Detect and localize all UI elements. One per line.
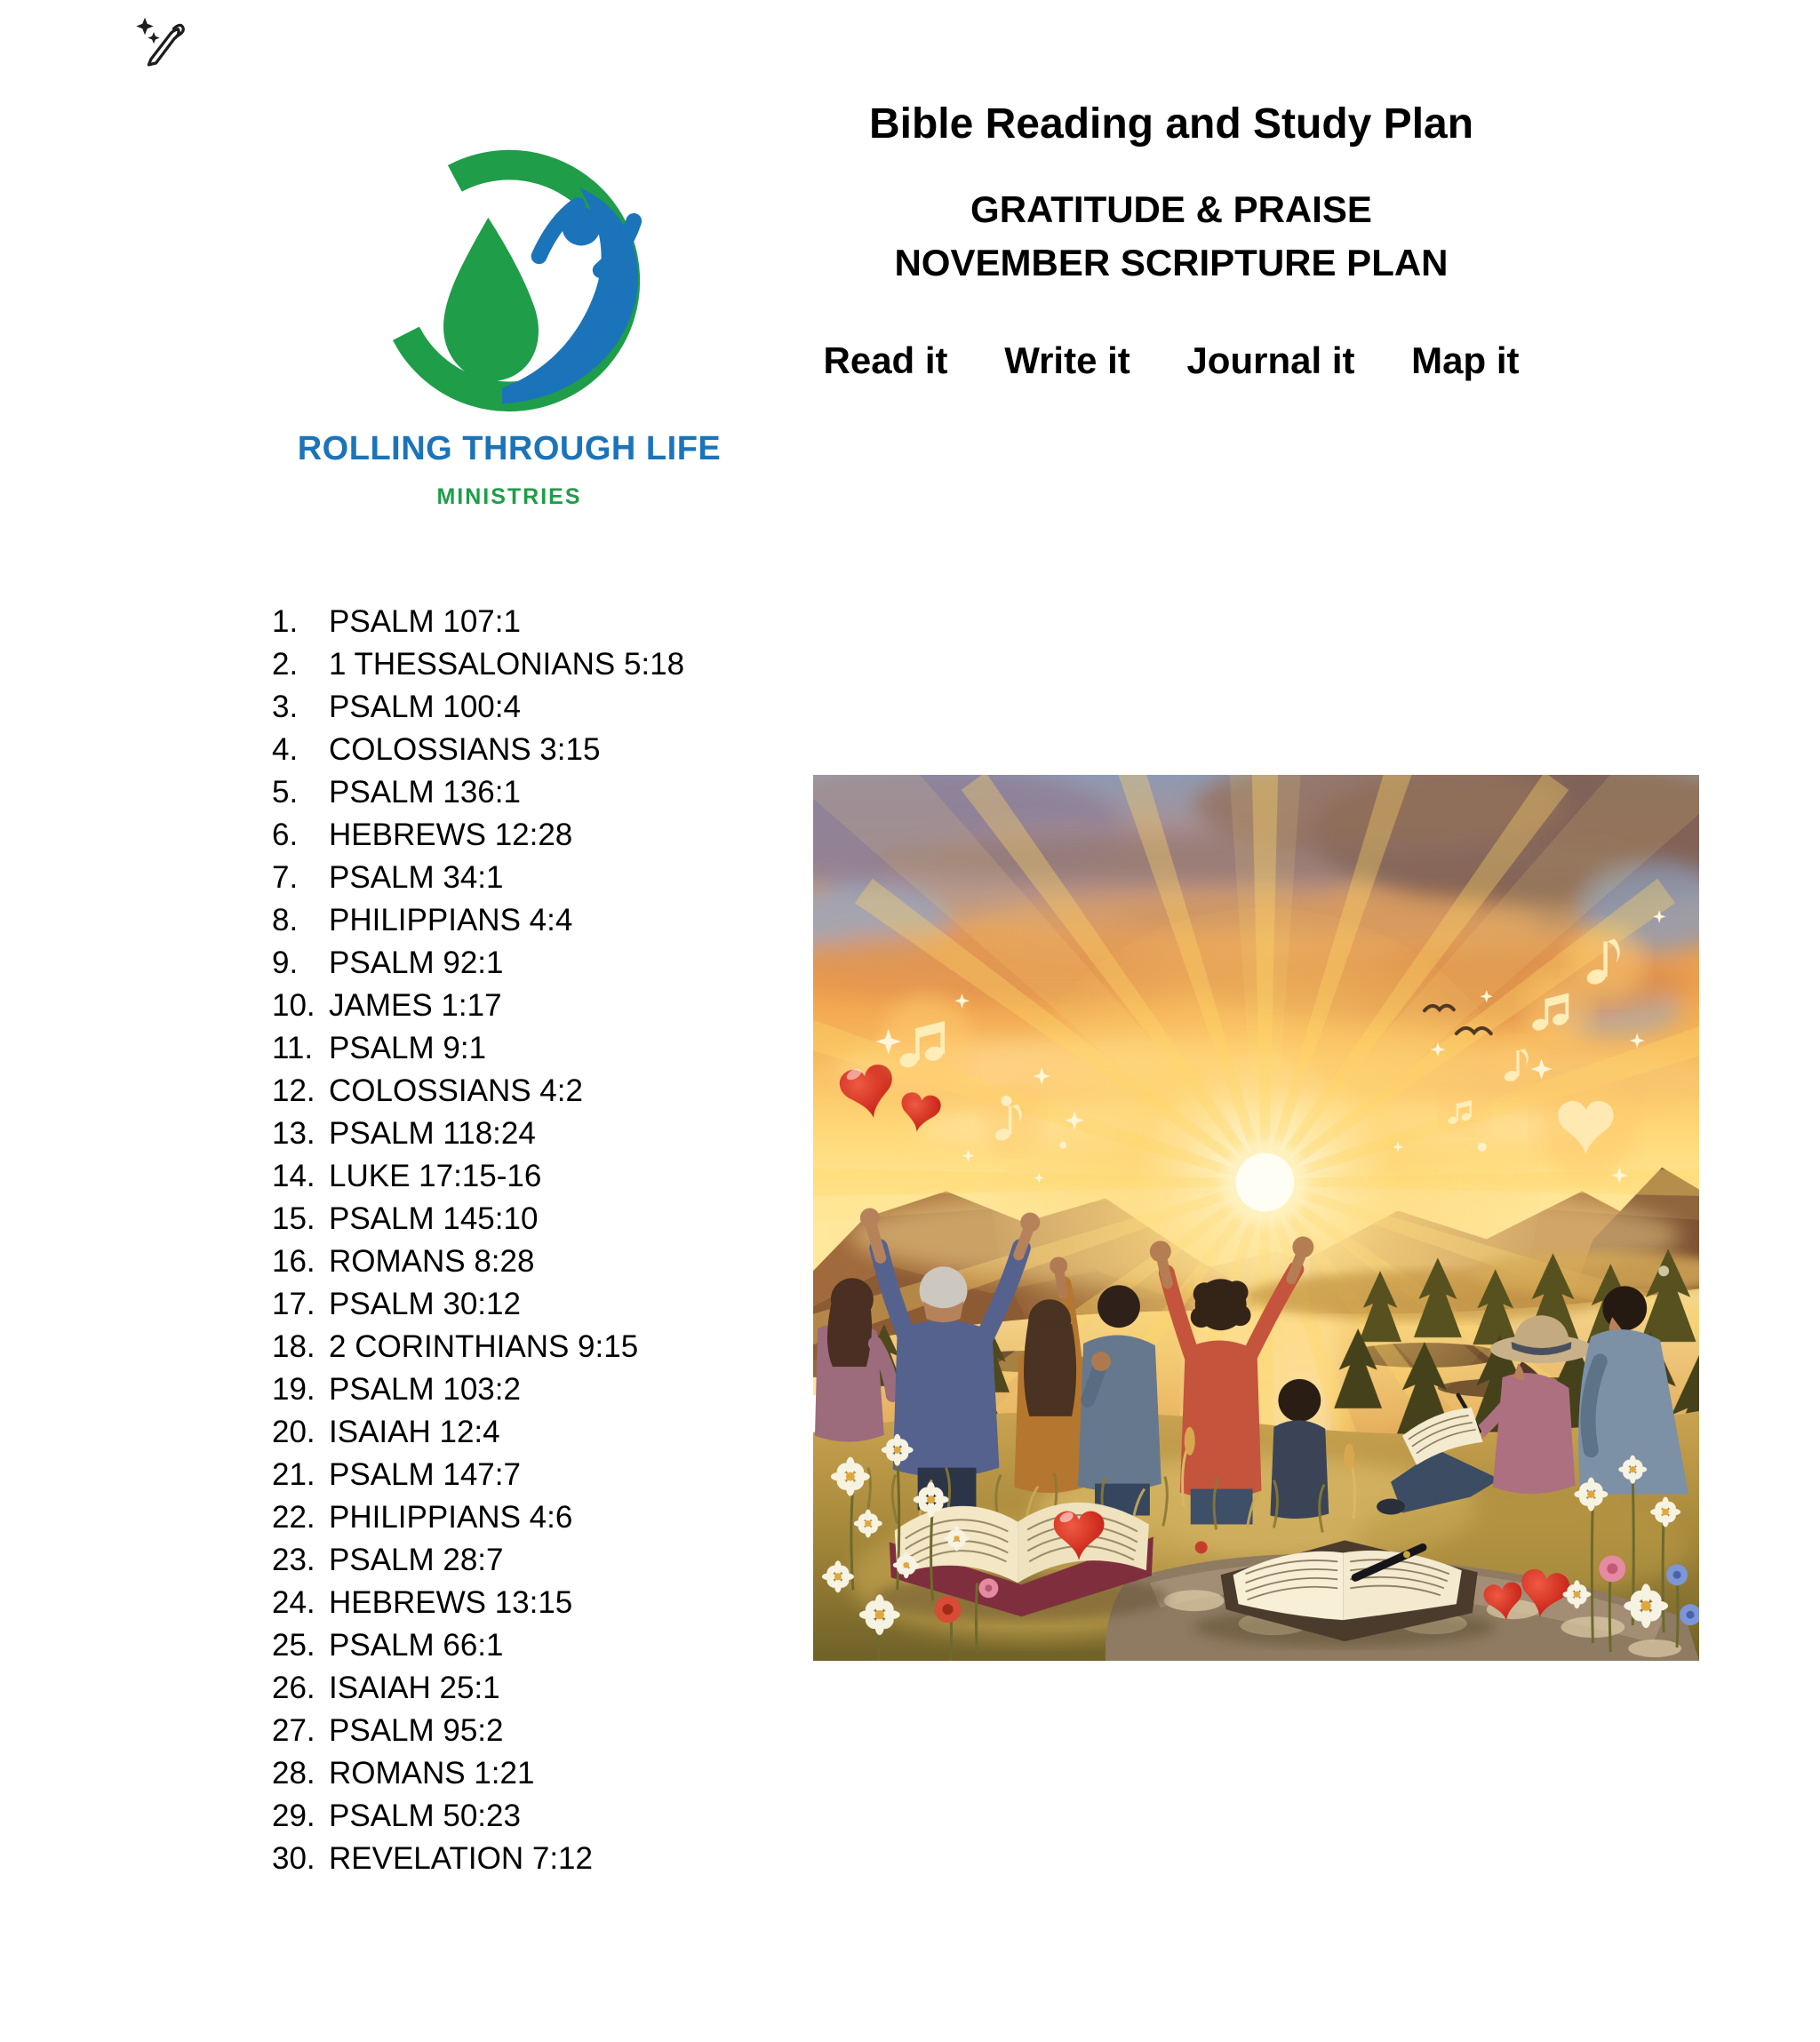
scripture-reference: ISAIAH 12:4 <box>329 1415 500 1449</box>
scripture-list-item <box>272 643 684 686</box>
scripture-list-item <box>272 1070 684 1113</box>
scripture-reference: ROMANS 1:21 <box>329 1756 535 1791</box>
scripture-number: 30. <box>272 1841 315 1876</box>
scripture-list-item <box>272 729 684 771</box>
rolling-through-life-logo-mark <box>333 137 685 418</box>
scripture-list-item <box>272 985 684 1027</box>
scripture-list-item <box>272 1283 684 1326</box>
scripture-reference: PSALM 34:1 <box>329 860 504 895</box>
scripture-number: 27. <box>272 1713 315 1748</box>
scripture-list-item <box>272 899 684 942</box>
sparkle-pen-icon[interactable] <box>132 14 185 68</box>
scripture-number: 23. <box>272 1543 315 1577</box>
scripture-reference: JAMES 1:17 <box>329 988 502 1023</box>
scripture-number: 6. <box>272 818 299 852</box>
study-actions <box>780 339 1562 382</box>
scripture-list-item <box>272 1411 684 1454</box>
scripture-number: 8. <box>272 903 299 937</box>
scripture-reference: PSALM 92:1 <box>329 945 504 980</box>
action-read: Read it <box>823 339 948 381</box>
scripture-number: 16. <box>272 1244 315 1279</box>
scripture-list-item <box>272 1667 684 1710</box>
scripture-list-item <box>272 686 684 729</box>
scripture-number: 25. <box>272 1628 315 1663</box>
scripture-list-item <box>272 1795 684 1838</box>
scripture-reference: PSALM 118:24 <box>329 1116 536 1151</box>
ministry-logo <box>274 137 745 510</box>
action-journal: Journal it <box>1186 339 1355 381</box>
scripture-list <box>272 601 684 1880</box>
action-write: Write it <box>1004 339 1130 381</box>
scripture-reference: PSALM 66:1 <box>329 1628 504 1663</box>
scripture-list-item <box>272 1752 684 1795</box>
logo-org-name: ROLLING THROUGH LIFE <box>297 430 722 467</box>
scripture-number: 29. <box>272 1799 315 1833</box>
scripture-list-item <box>272 1710 684 1752</box>
scripture-reference: ROMANS 8:28 <box>329 1244 535 1279</box>
scripture-number: 12. <box>272 1073 315 1108</box>
scripture-list-item <box>272 1027 684 1070</box>
scripture-number: 4. <box>272 732 299 767</box>
scripture-number: 13. <box>272 1116 315 1151</box>
scripture-reference: PSALM 30:12 <box>329 1287 521 1321</box>
scripture-number: 10. <box>272 988 315 1023</box>
scripture-list-item <box>272 1326 684 1368</box>
page-title: Bible Reading and Study Plan <box>868 100 1474 148</box>
scripture-list-item <box>272 1155 684 1198</box>
scripture-number: 3. <box>272 690 299 724</box>
scripture-reference: PSALM 9:1 <box>329 1031 487 1065</box>
scripture-reference: PSALM 95:2 <box>329 1713 504 1748</box>
plan-month: NOVEMBER SCRIPTURE PLAN <box>894 242 1449 283</box>
scripture-list-item <box>272 1198 684 1240</box>
scripture-number: 26. <box>272 1671 315 1705</box>
scripture-reference: 2 CORINTHIANS 9:15 <box>329 1329 639 1364</box>
scripture-reference: PHILIPPIANS 4:4 <box>329 903 573 937</box>
scripture-reference: PSALM 145:10 <box>329 1201 539 1236</box>
scripture-list-item <box>272 601 684 643</box>
scripture-reference: LUKE 17:15-16 <box>329 1159 542 1193</box>
scripture-list-item <box>272 1582 684 1624</box>
scripture-number: 21. <box>272 1457 315 1492</box>
scripture-number: 7. <box>272 860 299 895</box>
scripture-number: 24. <box>272 1585 315 1620</box>
plan-theme: GRATITUDE & PRAISE <box>970 188 1372 230</box>
scripture-number: 9. <box>272 945 299 980</box>
scripture-number: 19. <box>272 1372 315 1407</box>
scripture-reference: PSALM 147:7 <box>329 1457 521 1492</box>
scripture-reference: 1 THESSALONIANS 5:18 <box>329 647 685 682</box>
scripture-reference: HEBREWS 12:28 <box>329 818 573 852</box>
scripture-list-item <box>272 814 684 857</box>
scripture-reference: PSALM 100:4 <box>329 690 521 724</box>
scripture-list-item <box>272 1113 684 1155</box>
glowing-heart <box>1537 1081 1635 1178</box>
scripture-list-item <box>272 1838 684 1880</box>
scripture-reference: REVELATION 7:12 <box>329 1841 593 1876</box>
scripture-number: 18. <box>272 1329 315 1364</box>
scripture-reference: PSALM 28:7 <box>329 1543 504 1577</box>
action-map: Map it <box>1411 339 1520 381</box>
scripture-list-item <box>272 1454 684 1496</box>
scripture-reference: PSALM 50:23 <box>329 1799 521 1833</box>
scripture-number: 1. <box>272 604 299 639</box>
scripture-reference: PSALM 107:1 <box>329 604 521 639</box>
scripture-list-item <box>272 1496 684 1539</box>
scripture-list-item <box>272 857 684 899</box>
scripture-list-item <box>272 771 684 814</box>
scripture-number: 22. <box>272 1500 315 1535</box>
scripture-number: 11. <box>272 1031 314 1065</box>
scripture-number: 28. <box>272 1756 315 1791</box>
scripture-number: 15. <box>272 1201 315 1236</box>
scripture-number: 14. <box>272 1159 315 1193</box>
scripture-list-item <box>272 1368 684 1411</box>
scripture-number: 17. <box>272 1287 315 1321</box>
scripture-reference: HEBREWS 13:15 <box>329 1585 573 1620</box>
scripture-reference: COLOSSIANS 3:15 <box>329 732 601 767</box>
scripture-reference: COLOSSIANS 4:2 <box>329 1073 583 1108</box>
scripture-list-item <box>272 942 684 985</box>
scripture-number: 5. <box>272 775 299 810</box>
scripture-list-item <box>272 1624 684 1667</box>
scripture-reference: PHILIPPIANS 4:6 <box>329 1500 573 1535</box>
logo-org-subtitle: MINISTRIES <box>436 484 582 509</box>
scripture-list-item <box>272 1539 684 1582</box>
logo-drop <box>443 218 539 381</box>
scripture-number: 2. <box>272 647 299 682</box>
scripture-reference: PSALM 103:2 <box>329 1372 521 1407</box>
gratitude-sunset-illustration <box>813 775 1699 1661</box>
scripture-number: 20. <box>272 1415 315 1449</box>
scripture-list-item <box>272 1240 684 1283</box>
open-bible-with-heart <box>875 1503 1168 1620</box>
scripture-reference: PSALM 136:1 <box>329 775 521 810</box>
scripture-reference: ISAIAH 25:1 <box>329 1671 500 1705</box>
